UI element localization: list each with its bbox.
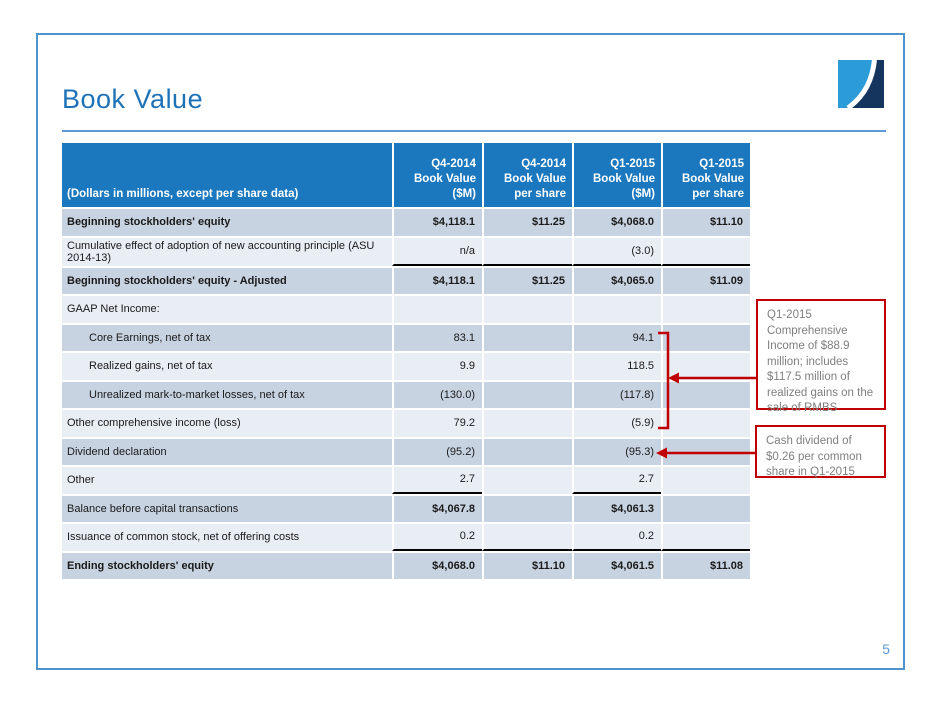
table-row (62, 266, 750, 295)
cell-value: $4,061.3 (572, 494, 661, 523)
table-row (62, 323, 750, 352)
table-body (62, 207, 750, 579)
row-label: Balance before capital transactions (62, 494, 392, 523)
row-label: Ending stockholders' equity (62, 551, 392, 580)
table-row (62, 437, 750, 466)
table-row (62, 207, 750, 236)
cell-value (572, 294, 661, 323)
cell-value (661, 351, 750, 380)
cell-value: $11.25 (482, 207, 572, 236)
table-row (62, 465, 750, 494)
cell-value (482, 465, 572, 494)
cell-value (482, 294, 572, 323)
cell-value (661, 522, 750, 551)
header-label-cell: (Dollars in millions, except per share data) (62, 143, 392, 207)
row-label: Realized gains, net of tax (62, 351, 392, 380)
cell-value: $11.09 (661, 266, 750, 295)
header-col-q1-m: Q1-2015 Book Value ($M) (572, 143, 661, 207)
cell-value: $4,061.5 (572, 551, 661, 580)
cell-value: 0.2 (572, 522, 661, 551)
cell-value: $11.08 (661, 551, 750, 580)
title-divider (62, 130, 886, 132)
table-header-row (62, 143, 750, 207)
row-label: Other (62, 465, 392, 494)
row-label: Other comprehensive income (loss) (62, 408, 392, 437)
cell-value: $4,118.1 (392, 207, 482, 236)
cell-value: (117.8) (572, 380, 661, 409)
cell-value: $11.25 (482, 266, 572, 295)
cell-value: 79.2 (392, 408, 482, 437)
cell-value (482, 437, 572, 466)
table-row (62, 351, 750, 380)
row-label: Beginning stockholders' equity (62, 207, 392, 236)
cell-value: $11.10 (661, 207, 750, 236)
table-row (62, 380, 750, 409)
row-label: Unrealized mark-to-market losses, net of tax (62, 380, 392, 409)
cell-value: (95.2) (392, 437, 482, 466)
cell-value: $4,068.0 (392, 551, 482, 580)
cell-value: $4,065.0 (572, 266, 661, 295)
row-label: Issuance of common stock, net of offering costs (62, 522, 392, 551)
page-number: 5 (882, 641, 890, 657)
table-row (62, 494, 750, 523)
cell-value (482, 323, 572, 352)
cell-value (661, 294, 750, 323)
row-label: GAAP Net Income: (62, 294, 392, 323)
annotation-dividend: Cash dividend of $0.26 per common share in Q1-2015 (755, 425, 886, 478)
cell-value (661, 236, 750, 266)
book-value-table (62, 143, 750, 579)
table-row (62, 551, 750, 580)
cell-value: 0.2 (392, 522, 482, 551)
cell-value: $11.10 (482, 551, 572, 580)
cell-value (482, 236, 572, 266)
cell-value (661, 380, 750, 409)
cell-value (661, 494, 750, 523)
header-col-q4-m: Q4-2014 Book Value ($M) (392, 143, 482, 207)
table-row (62, 408, 750, 437)
cell-value: n/a (392, 236, 482, 266)
cell-value: $4,068.0 (572, 207, 661, 236)
annotation-comprehensive-income: Q1-2015 Comprehensive Income of $88.9 million; includes $117.5 million of realized gains on the sale of RMBS (756, 299, 886, 410)
cell-value: $4,118.1 (392, 266, 482, 295)
cell-value (482, 522, 572, 551)
row-label: Dividend declaration (62, 437, 392, 466)
page-title: Book Value (62, 84, 204, 114)
row-label: Core Earnings, net of tax (62, 323, 392, 352)
cell-value (482, 408, 572, 437)
cell-value (482, 351, 572, 380)
cell-value: (130.0) (392, 380, 482, 409)
company-logo-icon (838, 60, 884, 108)
cell-value (661, 437, 750, 466)
row-label: Cumulative effect of adoption of new accounting principle (ASU 2014-13) (62, 236, 392, 266)
cell-value: 118.5 (572, 351, 661, 380)
table-row (62, 522, 750, 551)
cell-value: (95.3) (572, 437, 661, 466)
table-row (62, 294, 750, 323)
cell-value (392, 294, 482, 323)
cell-value: $4,067.8 (392, 494, 482, 523)
cell-value (661, 323, 750, 352)
header-col-q1-ps: Q1-2015 Book Value per share (661, 143, 750, 207)
cell-value: 94.1 (572, 323, 661, 352)
cell-value: 83.1 (392, 323, 482, 352)
header-col-q4-ps: Q4-2014 Book Value per share (482, 143, 572, 207)
cell-value (661, 408, 750, 437)
cell-value (482, 494, 572, 523)
cell-value (482, 380, 572, 409)
cell-value: (3.0) (572, 236, 661, 266)
cell-value (661, 465, 750, 494)
cell-value: 9.9 (392, 351, 482, 380)
cell-value: 2.7 (392, 465, 482, 494)
cell-value: 2.7 (572, 465, 661, 494)
table-row (62, 236, 750, 266)
cell-value: (5.9) (572, 408, 661, 437)
row-label: Beginning stockholders' equity - Adjusted (62, 266, 392, 295)
